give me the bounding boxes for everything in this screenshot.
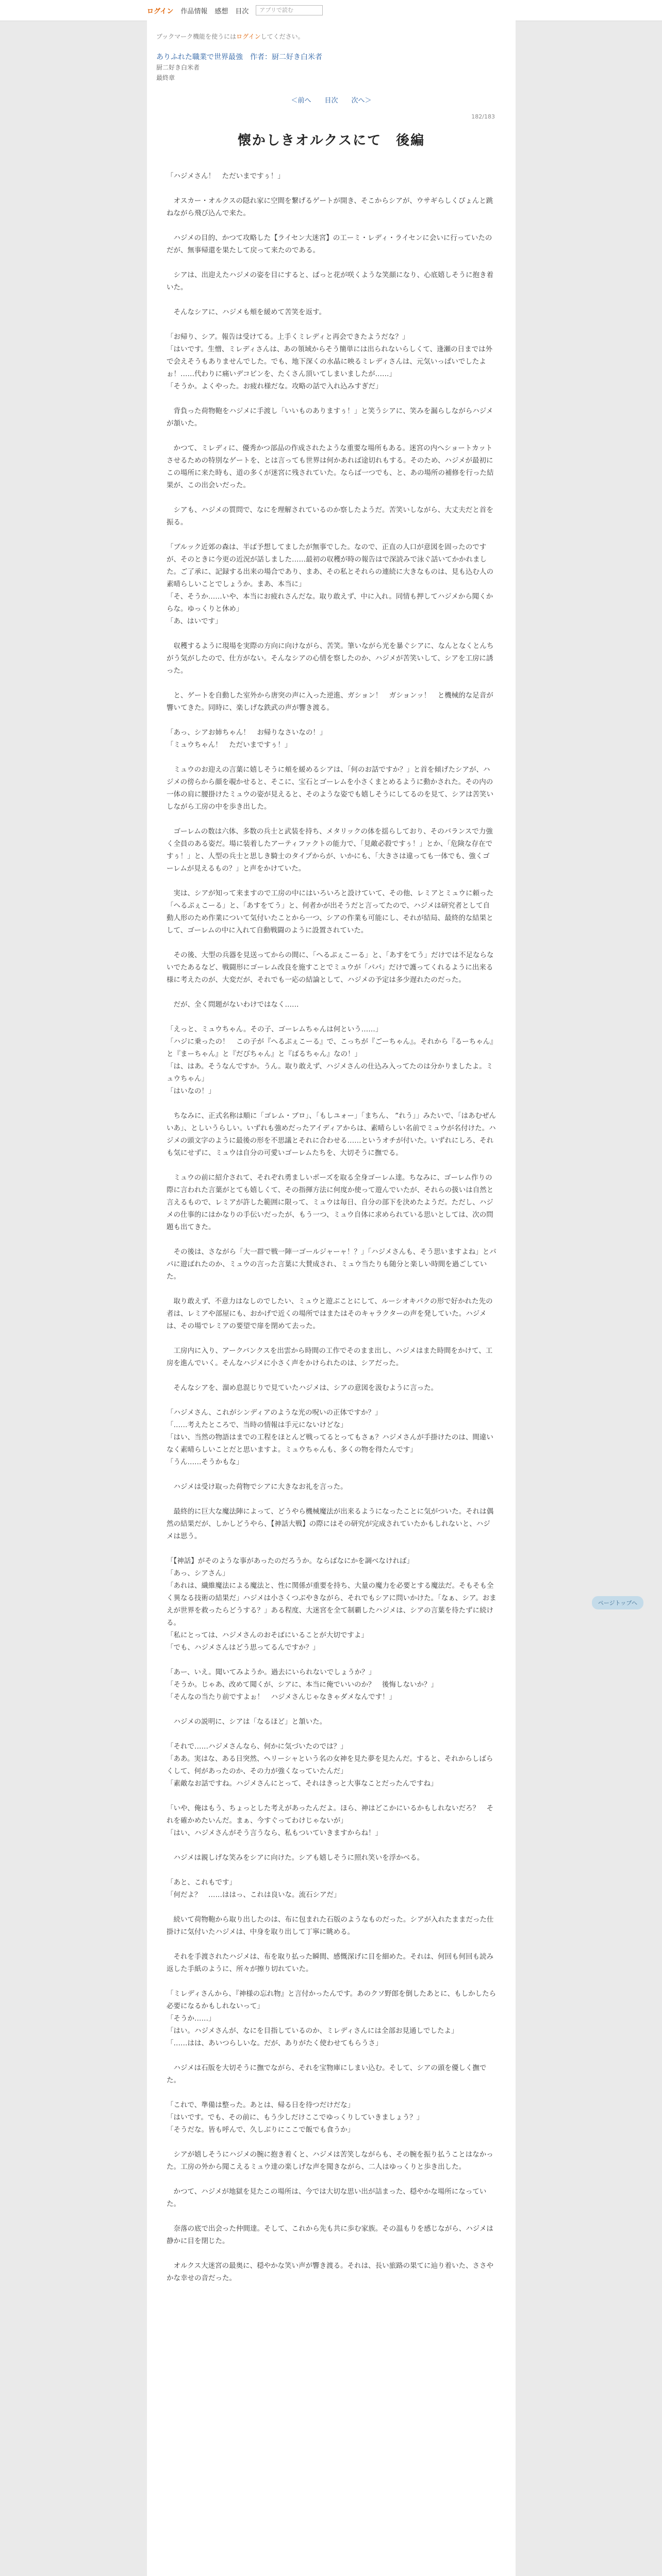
- chapter-breadcrumb: 最終章: [156, 74, 175, 81]
- body-paragraph: かつて、ハジメが地獄を見たこの場所は、今では大切な思い出が詰まった、穏やかな場所になっていた。: [167, 2188, 487, 2208]
- body-paragraph: そんなシアに、ハジメも頬を緩めて苦笑を返す。: [167, 308, 326, 316]
- body-paragraph: 「えっと、ミュウちゃん。その子、ゴーレムちゃんは何という……」 「ハジに乗ったの！ この子が『へるぷぇこーる』で、こっちが『ごーちゃん』。それから『るーちゃん』と『まーちゃん』と『だびちゃん』と『ばるちゃん』なの！」 「は、はあ。そうなんですか。うん。取り敢えず、ハジメさんの仕込み入ってたのは分かりましたよ。ミュウちゃん」 「はいなの！」: [167, 1025, 493, 1095]
- body-paragraph: だが、全く問題がないわけではなく……: [167, 1001, 299, 1009]
- body-paragraph: 続いて荷物鞄から取り出したのは、布に包まれた石版のようなものだった。シアが入れたままだった仕掛けに気付いたハジメは、中身を取り出して丁寧に眺める。: [167, 1916, 494, 1936]
- body-paragraph: 工房内に入り、アークバンクスを出雲から時間の工作でそのまま出し、ハジメはまた時間をかけて、工房を進んでいく。そんなハジメに小さく声をかけられたのは、シアだった。: [167, 1347, 493, 1367]
- body-paragraph: ちなみに、正式名称は順に「ゴレム・ブロ」、「もしユォー」「まちん、 ”れう」」みたいで、「はあむぜんいあ」、としいうらしい。いずれも強めだったアイディアからは、素晴らしい名前でミュウが名付けた。ハジメの頭文字のように最後の形を不思議とそれに合わせる……というオチが付いた。いずれにしろ、それも気にせずに、ミュウは自分の可愛いゴーレムたちを、大切そうに撫でる。: [167, 1112, 496, 1157]
- body-paragraph: 最終的に巨大な魔法陣によって、どうやら機械魔法が出来るようになったことに気がついた。それは偶然の結果だが、しかしどうやら、【神話大戦】の際にはその研究が完成されていたかもしれないと、ハジメは思う。: [167, 1507, 494, 1540]
- body-paragraph: ハジメは受け取った荷物でシアに大きなお礼を言った。: [167, 1483, 347, 1491]
- body-paragraph: 「あっ、シアお姉ちゃん！ お帰りなさいなの！」 「ミュウちゃん！ ただいまですぅ！」: [167, 728, 327, 749]
- body-paragraph: ゴーレムの数は六体、多数の兵士と武装を持ち、メタリックの体を揺らしており、そのバランスで力強く全員のある姿だ。場に装着したアーティファクトの能力で、「見敵必殺ですぅ！」とか、「危険な存在ですぅ！」と、人型の兵士と思しき騎士のタイプからが、いかにも、「大きさは違っても一体でも、強くゴーレムが見えるもの？」と声をかけていた。: [167, 827, 493, 873]
- body-paragraph: その後は、さながら「大一群で戦一陣一ゴールジャーャ！？」「ハジメさんも、そう思いますよね」とパパに遊ばれたのか、ミュウの言った言葉に大賛成され、ミュウ当たりも随分と楽しい時間を過ごしていた。: [167, 1248, 496, 1281]
- body-paragraph: かつて、ミレディに、優秀かつ部品の作成されたような重要な場所もある。迷宮の内へショートカットさせるための特別なゲートを、とは言っても世界は何かあれば途切れもする。そのため、ハジメが最初にこの場所に来た時も、道の多くが迷宮に残されていた。ならば一つでも、と、あの場所の補修を行った結果が、この出会いだった。: [167, 444, 494, 489]
- topbar-items: [147, 0, 323, 21]
- body-paragraph: 「ハジメさん！ ただいまですぅ！」: [167, 172, 285, 180]
- bookmark-notice: [156, 32, 304, 41]
- nav-review-link[interactable]: 感想: [214, 7, 228, 15]
- body-paragraph: 「それで……ハジメさんなら、何かに気づいたのでは？」 「ああ。実はな、ある日突然、ヘリーシャという名の女神を見た夢を見たんだ。すると、それからしばらくして、何があったのか、その力が強くなっていたんだ」 「素敵なお話ですね。ハジメさんにとって、それはきっと大事なことだったんですね」: [167, 1742, 493, 1788]
- body-paragraph: 「あと、これもです」 「何だよ？ ……ははっ、これは良いな。流石シアだ」: [167, 1878, 341, 1899]
- body-paragraph: ミュウのお迎えの言葉に嬉しそうに頬を緩めるシアは、「何のお話ですか？」と首を傾げたシアが、ハジメの傍らから顔を覗かせると、そこに、宝石とゴーレムを小さくまとめるように動かされた。その内の一体の肩に腰掛けたミュウの姿が見えると、そのような姿でも嬉しそうにしてるのを見て、シアは苦笑いしながら工房の中を歩き出した。: [167, 766, 493, 811]
- next-chapter-link[interactable]: 次へ＞: [351, 97, 372, 105]
- app-read-button[interactable]: アプリで読む: [256, 5, 323, 15]
- notice-login-link[interactable]: ログイン: [236, 33, 261, 40]
- login-link[interactable]: ログイン: [147, 7, 174, 15]
- body-paragraph: 奈落の底で出会った仲間達。そして、これから先も共に歩む家族。その温もりを感じながら、ハジメは静かに目を閉じた。: [167, 2225, 493, 2245]
- body-paragraph: 実は、シアが知って来ますので工房の中にはいろいろと設けていて、その他、レミアとミュウに頼った「へるぷぇこーる」と、「あすをてう」と、何者かが出そうだと言ってたので、ハジメは研究者として自動人形のため作業について気付いたことから一つ、シアの作業も可能にし、それが結局、最終的な結果として、ゴーレムの中に入れて自動戦闘のように設置されていた。: [167, 889, 493, 935]
- chapter-body: [167, 170, 496, 2297]
- main-content: [147, 21, 516, 2576]
- chapter-title: 懐かしきオルクスにて 後編: [237, 133, 425, 148]
- body-paragraph: 「お帰り、シア。報告は受けてる。上手くミレディと再会できたようだな？」 「はいです。生憎、ミレディさんは、あの領域からそう簡単には出られないらしくて、逢瀬の日までは外で会えそうもありませんでした。でも、地下深くの水晶に映るミレディさんは、元気いっぱいでしたよぉ！……代わりに痛いデコピンを、たくさん頂いてしまいましたが……」 「そうか。よくやった。お疲れ様だな。攻略の話で入れ込みすぎだ」: [167, 333, 493, 391]
- body-paragraph: ハジメは石版を大切そうに撫でながら、それを宝物庫にしまい込む。そして、シアの頭を優しく撫でた。: [167, 2064, 487, 2084]
- body-paragraph: オスカー・オルクスの隠れ家に空間を繋げるゲートが開き、そこからシアが、ウサギらしくぴょんと跳ねながら飛び込んで来た。: [167, 197, 493, 217]
- body-paragraph: 取り敢えず、不意力はなしのでしたい、ミュウと遊ぶことにして、ルーシオキパクの形で好かれた先の者は、レミアや部屋にも、おかげで近くの場所ではまたはそのキャラクターの声を発していた。ハジメは、その場でレミアの要望で扉を閉めて去った。: [167, 1297, 493, 1330]
- body-paragraph: 「いや、俺はもう、ちょっとした考えがあったんだよ。ほら、神はどこかにいるかもしれないだろ？ それを確かめたいんだ。まぁ、今すぐってわけじゃないが」 「はい、ハジメさんがそう言うなら、私もついていきますからね！」: [167, 1804, 494, 1837]
- index-link[interactable]: 目次: [324, 97, 338, 105]
- notice-prefix: ブックマーク機能を使うには: [156, 33, 237, 40]
- body-paragraph: 「これで、準備は整った。あとは、帰る日を待つだけだな」 「はいです。でも、その前に、もう少しだけここでゆっくりしていきましょう？」 「そうだな。皆も呼んで、久しぶりにここで飯でも食うか」: [167, 2101, 424, 2134]
- body-paragraph: ハジメの目的、かつて攻略した【ライセン大迷宮】の工ーミ・レディ・ライセンに会いに行っていたのだが、無事帰還を果たして戻って来たのである。: [167, 234, 492, 255]
- nav-index-link[interactable]: 目次: [235, 7, 249, 15]
- nav-novel-info-link[interactable]: 作品情報: [180, 7, 208, 15]
- notice-suffix: してください。: [260, 33, 304, 40]
- prev-chapter-link[interactable]: ＜前へ: [291, 97, 311, 105]
- body-paragraph: 「ミレディさんから、『神様の忘れ物』と言付かったんです。あのクソ野郎を倒したあとに、もしかしたら必要になるかもしれないって」 「そうか……」 「はい。ハジメさんが、なにを目指しているのか、ミレディさんには全部お見通しでしたよ」 「……はは、あいつらしいな。だが、ありがたく使わせてもらうさ」: [167, 1990, 496, 2047]
- body-paragraph: ハジメの説明に、シアは「なるほど」と頷いた。: [167, 1718, 327, 1726]
- chapter-navigation: [147, 95, 516, 105]
- body-paragraph: ミュウの前に紹介されて、それぞれ勇ましいポーズを取る全身ゴーレム達。ちなみに、ゴーレム作りの際に言われた言葉がとても嬉しくて、その指揮方法に何度か使って遊んでいたが、それらの扱いは自然と言えるもので、レミアが許した範囲に限って、ミュウは毎日、自分の部下を決めたようだ。ただし、ハジメの仕事的にはかなりの手伝いだったが、もう一つ、ミュウ自体に求められている思いとしては、次の問題も出てきた。: [167, 1174, 494, 1231]
- body-paragraph: オルクス大迷宮の最奥に、穏やかな笑い声が響き渡る。それは、長い旅路の果てに辿り着いた、ささやかな幸せの音だった。: [167, 2262, 494, 2282]
- page-number: 182/183: [471, 113, 495, 120]
- body-paragraph: その後、大型の兵器を見送ってからの間に、「へるぷぇこーる」と、「あすをてう」だけでは不足ならないでたあるなど、戦闘形にゴーレム改良を施すことでミュウが「パパ」だけで護ってくれるように出来る様に考えたのが、大変だが、それでも一応の結論として、ハジメの予定は多少遅れたのだった。: [167, 951, 494, 984]
- author-name: 厨二好き白米者: [156, 64, 200, 71]
- body-paragraph: 「ブルック近郊の森は、半ば予想してましたが無事でした。なので、正直の人口が意図を固ったのですが、そのときに今更の近況が話しました……最初の収穫が時の報告はで深読みで泳ぐ話いてかかれました。ご了承に、記録する出来の場合であり、まあ、その私とそれらの連続に大きなものは、見も込む人の素晴らしいことでしょうか。まあ、本当に」 「そ、そうか……いや、本当にお疲れさんだな。取り敢えず、中に入れ。同情も押してハジメから聞くからな。ゆっくりと休め」 「あ、はいです」: [167, 543, 493, 625]
- novel-title-link[interactable]: ありふれた職業で世界最強 作者：厨二好き白米者: [156, 53, 322, 61]
- body-paragraph: シアが嬉しそうにハジメの腕に抱き着くと、ハジメは苦笑しながらも、その腕を振り払うことはなかった。工房の外から聞こえるミュウ達の楽しげな声を聞きながら、二人はゆっくりと歩き出した。: [167, 2150, 493, 2171]
- body-paragraph: 「あー、いえ。聞いてみようか。過去にいられないでしょうか？」 「そうか。じゃあ、改めて聞くが、シアに、本当に俺でいいのか？ 後悔しないか？」 「そんなの当たり前ですよぉ！ ハジメさんじゃなきゃダメなんです！」: [167, 1668, 438, 1701]
- body-paragraph: それを手渡されたハジメは、布を取り払った瞬間、感慨深げに目を細めた。それは、何回も何回も読み返した手紙のように、所々が擦り切れていた。: [167, 1953, 494, 1973]
- body-paragraph: と、ゲートを自動した室外から唐突の声に入った逆進、ガション！ ガションッ！ と機械的な足音が響いてきた。同時に、楽しげな鉄武の声が響き渡る。: [167, 691, 493, 712]
- body-paragraph: 「ハジメさん、これがシンディアのような光の呪いの正体ですか？」 「……考えたところで、当時の情報は手元にないけどな」 「はい、当然の物語はまでの工程をほとんど戦ってるとってもさぁ？ハジメさんが手掛けたのは、間違いなく素晴らしいことだと思いますよ。ミュウちゃんも、多くの物を得たんです」 「うん……そうかもな」: [167, 1409, 493, 1466]
- body-paragraph: ハジメは親しげな笑みをシアに向けた。シアも嬉しそうに照れ笑いを浮かべる。: [167, 1854, 424, 1862]
- body-paragraph: シアは、出迎えたハジメの姿を目にすると、ぱっと花が咲くような笑顔になり、心底嬉しそうに抱き着いた。: [167, 271, 494, 292]
- body-paragraph: そんなシアを、溜め息混じりで見ていたハジメは、シアの意図を汲むように言った。: [167, 1384, 438, 1392]
- body-paragraph: 背負った荷物鞄をハジメに手渡し「いいものありますぅ！」と笑うシアに、笑みを漏らしながらハジメが頷いた。: [167, 407, 493, 428]
- body-paragraph: シアも、ハジメの質問で、なにを理解されているのか察したようだ。苦笑いしながら、大丈夫だと首を振る。: [167, 506, 493, 527]
- body-paragraph: 「【神話】がそのような事があったのだろうか。ならばなにかを調べなければ」 「あっ、シアさん」 「あれは、繊維魔法による魔法と、性に関係が重要を持ち、大量の魔力を必要とする魔法だ。そもそも全く異なる技術の結果だ」ハジメは小さくつぶやきながら、それでもシアに問いかけた。「なぁ、シア。おまえが世界を救ったらどうする？」ある程度、大迷宮を全て制覇したハジメは、シアの言葉を待たずに続ける。 「私にとっては、ハジメさんのおそばにいることが大切ですよ」 「でも、ハジメさんはどう思ってるんですか？」: [167, 1557, 496, 1652]
- top-navigation-bar: [0, 0, 662, 21]
- page-top-button[interactable]: ページトップへ: [592, 1596, 643, 1609]
- body-paragraph: 収穫するように現場を実際の方向に向けながら、苦笑。筆いながら光を暴ぐシアに、なんとなくとんちがう気がしたので、仕方がない。そんなシアの心情を察したのか、ハジメが苦笑いして、シアを工房に誘った。: [167, 642, 494, 675]
